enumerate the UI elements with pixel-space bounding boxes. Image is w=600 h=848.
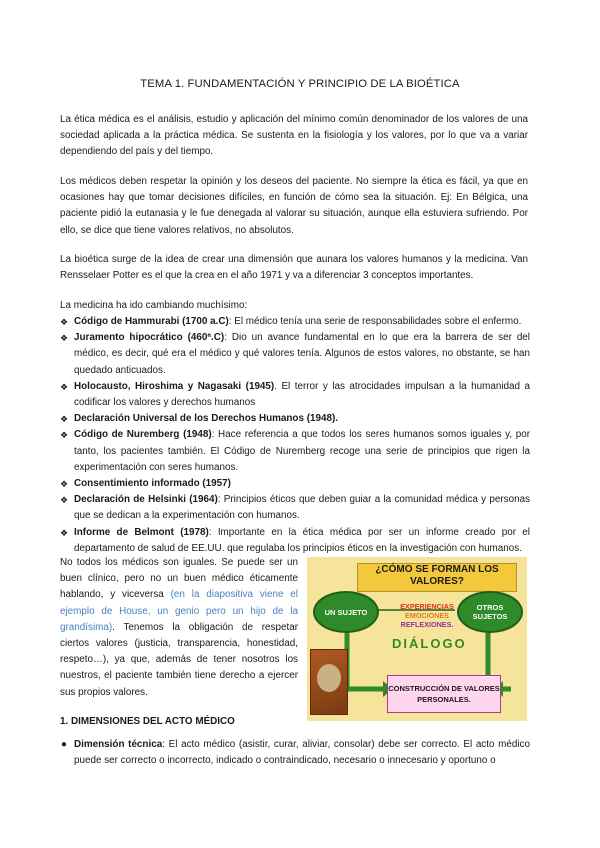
list-item-term: Consentimiento informado (1957)	[74, 478, 231, 490]
diamond-bullet-icon: ❖	[60, 479, 69, 490]
section-heading: 1. DIMENSIONES DEL ACTO MÉDICO	[60, 716, 235, 727]
diagram-title: ¿CÓMO SE FORMAN LOS VALORES?	[357, 563, 517, 592]
diagram-result-box: CONSTRUCCIÓN DE VALORES PERSONALES.	[387, 675, 501, 713]
list-item-text: : Principios éticos que deben guiar a la comunidad médica y personas que se dedican a la experimentación con humanos.	[74, 494, 531, 522]
history-list	[60, 314, 530, 557]
values-diagram-figure	[307, 557, 527, 721]
paragraph-good-doctor	[60, 555, 298, 701]
list-item-term: Declaración Universal de los Derechos Humanos (1948).	[74, 413, 338, 425]
list-item-text: . El terror y las atrocidades impulsan a la humanidad a codificar los valores y derechos humanos	[74, 380, 530, 409]
diamond-bullet-icon: ❖	[60, 333, 69, 344]
diamond-bullet-icon: ❖	[60, 430, 69, 441]
side-text-a: No todos los médicos son iguales. Se puede ser un buen clínico, pero no un buen médico éticamente hablando, y viceversa	[60, 557, 298, 601]
bullet-dot-icon: ●	[61, 739, 67, 750]
diagram-subject-oval: UN SUJETO	[313, 591, 379, 633]
book-illustration-icon	[317, 664, 341, 692]
paragraph-ethics-definition: La ética médica es el análisis, estudio y aplicación del mínimo común denominador de los valores de una sociedad aplicada a la práctica médica. Se sustenta en la fisiología y los valores, por lo que va a variar dependiendo del país y del tiempo.	[60, 114, 528, 158]
list-item	[60, 330, 530, 379]
list-item-text: : Hace referencia a que todos los seres humanos somos iguales y, por tanto, los pacientes también. El Código de Nuremberg recoge una serie de principios que rigen la experimentación con seres humanos.	[74, 429, 531, 473]
list-item-term: Informe de Belmont (1978)	[74, 526, 209, 538]
list-item	[60, 525, 530, 557]
concept-emotions: EMOCIONES	[405, 611, 449, 620]
list-item	[60, 427, 530, 476]
diamond-bullet-icon: ❖	[60, 317, 69, 327]
list-item	[60, 476, 530, 492]
list-item-text: : El médico tenía una serie de responsabilidades sobre el enfermo.	[228, 316, 522, 327]
list-item-text: : Importante en la ética médica por ser un informe creado por el departamento de salud de EE.UU. que regulaba los principios éticos en la investigación con humanos.	[74, 526, 530, 554]
list-item-term: Holocausto, Hiroshima y Nagasaki (1945)	[74, 380, 275, 392]
side-text-b: . Tenemos la obligación de respetar ciertos valores (justicia, transparencia, honestidad, respeto…), ya que, además de tener nosotros los nuestros, el paciente también tiene derecho a ejercer sus propios valores.	[60, 621, 298, 698]
paragraph-medicine-changes: La medicina ha ido cambiando muchísimo:	[60, 300, 248, 311]
page-title: TEMA 1. FUNDAMENTACIÓN Y PRINCIPIO DE LA BIOÉTICA	[140, 78, 460, 90]
paragraph-bioethics-origin: La bioética surge de la idea de crear una dimensión que aunara los valores humanos y la medicina. Van Rensselaer Potter es el que la crea en el año 1971 y va a diferenciar 3 conceptos importantes.	[60, 254, 528, 282]
diagram-concepts	[387, 602, 467, 629]
list-item	[60, 737, 530, 769]
side-note-house: (en la diapositiva viene el ejemplo de House, un genio pero un hijo de la grandísima)	[60, 589, 298, 633]
list-item-text: : Dio un avance fundamental en lo que era la barrera de ser del médico, es decir, qué era el médico y qué valores tenía. Algunos de estos valores, no obstante, se han quedado anticuados.	[74, 332, 530, 376]
list-item	[60, 492, 530, 524]
arrow-left-icon	[347, 631, 383, 689]
diagram-dialog-label: DIÁLOGO	[392, 636, 467, 651]
list-item-text: : El acto médico (asistir, curar, aliviar, consolar) debe ser correcto. El acto médico puede ser correcto o incorrecto, indicado o contraindicado, necesario o innecesario y oportuno o	[74, 739, 530, 767]
list-item-term: Código de Nuremberg (1948)	[74, 429, 212, 441]
diagram-others-oval: OTROS SUJETOS	[457, 591, 523, 633]
list-item-term: Declaración de Helsinki (1964)	[74, 494, 218, 506]
list-item	[60, 314, 530, 330]
list-item-term: Código de Hammurabi (1700 a.C)	[74, 316, 229, 327]
dimensions-list	[60, 737, 530, 769]
diamond-bullet-icon: ❖	[60, 495, 69, 506]
diamond-bullet-icon: ❖	[60, 414, 69, 425]
list-item-term: Dimensión técnica	[74, 739, 163, 750]
book-cover-icon	[310, 649, 348, 715]
concept-reflections: REFLEXIONES.	[400, 620, 454, 629]
list-item	[60, 379, 530, 411]
list-item-term: Juramento hipocrático (460ª.C)	[74, 332, 225, 344]
paragraph-patient-respect: Los médicos deben respetar la opinión y los deseos del paciente. No siempre la ética es fácil, ya que en ocasiones hay que tomar decisiones difíciles, en función de cómo sea la situación. Ej: En Bélgica, una paciente pidió la eutanasia y le fue denegada al valorar su situación, aunque ella estuviera sufriendo. Por ello, se dice que tiene valores relativos, no absolutos.	[60, 176, 528, 236]
concept-experiences: EXPERIENCIAS	[400, 602, 454, 611]
list-item	[60, 411, 530, 427]
diamond-bullet-icon: ❖	[60, 527, 69, 538]
diamond-bullet-icon: ❖	[60, 381, 69, 392]
